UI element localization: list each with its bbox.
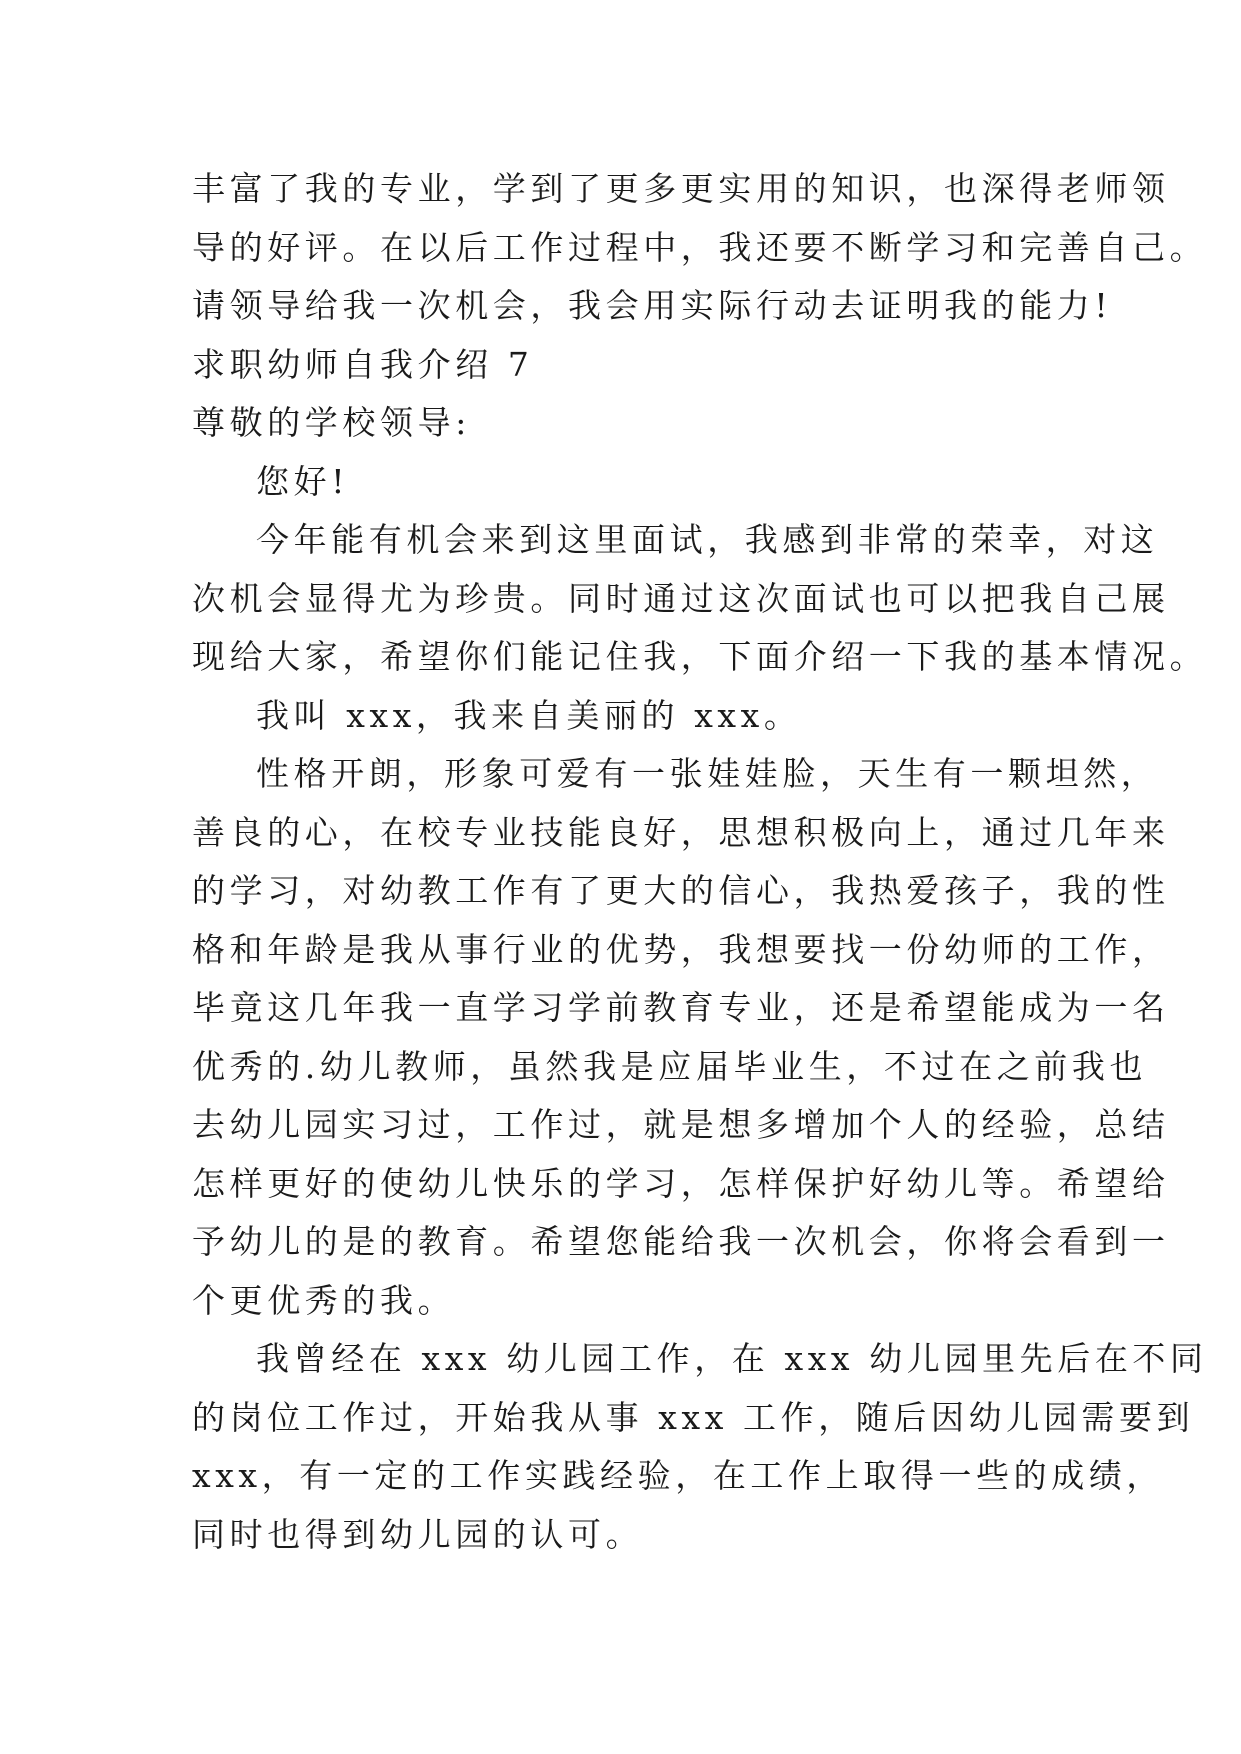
salutation: 尊敬的学校领导: [192,403,471,442]
text-line: 我叫 xxx，我来自美丽的 xxx。 [256,695,802,735]
text-line: 性格开朗，形象可爱有一张娃娃脸，天生有一颗坦然， [256,754,1159,793]
text-line: 优秀的.幼儿教师，虽然我是应届毕业生，不过在之前我也 [192,1046,1148,1086]
text-line: 怎样更好的使幼儿快乐的学习，怎样保护好幼儿等。希望给 [192,1163,1170,1203]
text-line: 去幼儿园实习过，工作过，就是想多增加个人的经验，总结 [192,1105,1170,1144]
text-line: 予幼儿的是的教育。希望您能给我一次机会，你将会看到一 [192,1222,1170,1261]
text-line: 次机会显得尤为珍贵。同时通过这次面试也可以把我自己展 [192,578,1170,618]
text-line: 的岗位工作过，开始我从事 xxx 工作，随后因幼儿园需要到 [192,1397,1195,1437]
text-line: 今年能有机会来到这里面试，我感到非常的荣幸，对这 [256,520,1159,559]
text-line: 同时也得到幼儿园的认可。 [192,1514,644,1554]
document-body [192,160,1208,1564]
text-line: 个更优秀的我。 [192,1280,456,1320]
text-line: 格和年龄是我从事行业的优势，我想要找一份幼师的工作， [192,929,1170,969]
section-heading: 求职幼师自我介绍 7 [192,344,534,384]
text-line: 善良的心，在校专业技能良好，思想积极向上，通过几年来 [192,812,1170,852]
text-line: xxx，有一定的工作实践经验，在工作上取得一些的成绩， [192,1456,1165,1495]
text-line: 请领导给我一次机会，我会用实际行动去证明我的能力! [192,286,1113,325]
text-line: 现给大家，希望你们能记住我，下面介绍一下我的基本情况。 [192,637,1208,676]
text-line: 导的好评。在以后工作过程中，我还要不断学习和完善自己。 [192,227,1208,267]
text-line: 毕竟这几年我一直学习学前教育专业，还是希望能成为一名 [192,988,1170,1027]
greeting: 您好! [256,461,350,501]
text-line: 丰富了我的专业，学到了更多更实用的知识，也深得老师领 [192,169,1170,208]
text-line: 的学习，对幼教工作有了更大的信心，我热爱孩子，我的性 [192,871,1170,910]
text-line: 我曾经在 xxx 幼儿园工作，在 xxx 幼儿园里先后在不同 [256,1339,1208,1378]
